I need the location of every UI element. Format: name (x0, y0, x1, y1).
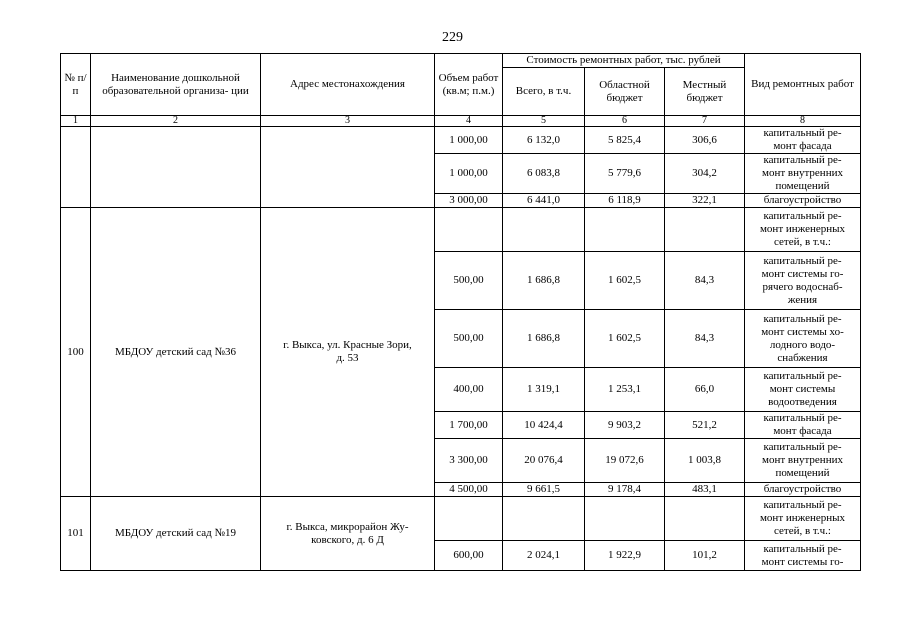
cell-total: 10 424,4 (503, 412, 585, 439)
cell-repair-type: капитальный ре- монт фасада (745, 412, 861, 439)
table-row (61, 208, 861, 252)
cell-volume: 1 700,00 (435, 412, 503, 439)
cell-volume: 400,00 (435, 368, 503, 412)
cell-organization-name: МБДОУ детский сад №19 (91, 497, 261, 571)
header-address: Адрес местонахождения (261, 54, 435, 116)
cell-volume: 600,00 (435, 541, 503, 571)
cell-volume (435, 208, 503, 252)
cell-repair-type: капитальный ре- монт инженерных сетей, в т.ч.: (745, 497, 861, 541)
cell-organization-name: МБДОУ детский сад №36 (91, 208, 261, 497)
table-row (61, 127, 861, 154)
cell-regional: 6 118,9 (585, 194, 665, 208)
cell-repair-type: благоустройство (745, 194, 861, 208)
cell-repair-type: капитальный ре- монт системы хо- лодного водо- снабжения (745, 310, 861, 368)
cell-regional (585, 497, 665, 541)
cell-number: 101 (61, 497, 91, 571)
cell-local (665, 497, 745, 541)
column-number: 3 (261, 116, 435, 127)
header-local-budget: Местный бюджет (665, 68, 745, 116)
cell-total: 2 024,1 (503, 541, 585, 571)
cell-local: 66,0 (665, 368, 745, 412)
cell-regional: 9 903,2 (585, 412, 665, 439)
cell-local: 521,2 (665, 412, 745, 439)
column-number: 2 (91, 116, 261, 127)
cell-repair-type: капитальный ре- монт системы го- рячего водоснаб- жения (745, 252, 861, 310)
cell-repair-type: благоустройство (745, 483, 861, 497)
table-row (61, 497, 861, 541)
cell-regional: 5 825,4 (585, 127, 665, 154)
cell-total (503, 208, 585, 252)
cell-organization-name (91, 127, 261, 208)
cell-volume: 3 000,00 (435, 194, 503, 208)
column-number: 6 (585, 116, 665, 127)
column-number: 8 (745, 116, 861, 127)
cell-volume (435, 497, 503, 541)
cell-volume: 4 500,00 (435, 483, 503, 497)
header-cost-group: Стоимость ремонтных работ, тыс. рублей (503, 54, 745, 68)
cell-total: 6 441,0 (503, 194, 585, 208)
header-repair-type: Вид ремонтных работ (745, 54, 861, 116)
column-number: 4 (435, 116, 503, 127)
cell-regional (585, 208, 665, 252)
header-total: Всего, в т.ч. (503, 68, 585, 116)
column-number: 5 (503, 116, 585, 127)
cell-regional: 1 922,9 (585, 541, 665, 571)
cell-total: 6 083,8 (503, 154, 585, 194)
cell-local: 101,2 (665, 541, 745, 571)
cell-regional: 5 779,6 (585, 154, 665, 194)
cell-local (665, 208, 745, 252)
cell-volume: 500,00 (435, 310, 503, 368)
cell-regional: 9 178,4 (585, 483, 665, 497)
cell-regional: 19 072,6 (585, 439, 665, 483)
column-number: 1 (61, 116, 91, 127)
header-number: № п/п (61, 54, 91, 116)
cell-total: 1 686,8 (503, 310, 585, 368)
header-regional-budget: Областной бюджет (585, 68, 665, 116)
cell-total: 9 661,5 (503, 483, 585, 497)
repair-costs-table (60, 53, 861, 571)
cell-local: 304,2 (665, 154, 745, 194)
page-number: 229 (442, 30, 463, 45)
cell-repair-type: капитальный ре- монт внутренних помещений (745, 154, 861, 194)
cell-local: 483,1 (665, 483, 745, 497)
header-organization-name: Наименование дошкольной образовательной организа- ции (91, 54, 261, 116)
cell-total: 1 319,1 (503, 368, 585, 412)
cell-local: 1 003,8 (665, 439, 745, 483)
cell-local: 306,6 (665, 127, 745, 154)
cell-total (503, 497, 585, 541)
cell-number (61, 127, 91, 208)
cell-address (261, 127, 435, 208)
cell-total: 20 076,4 (503, 439, 585, 483)
cell-total: 1 686,8 (503, 252, 585, 310)
cell-repair-type: капитальный ре- монт системы водоотведения (745, 368, 861, 412)
cell-address: г. Выкса, микрорайон Жу- ковского, д. 6 Д (261, 497, 435, 571)
cell-volume: 3 300,00 (435, 439, 503, 483)
cell-repair-type: капитальный ре- монт инженерных сетей, в т.ч.: (745, 208, 861, 252)
cell-number: 100 (61, 208, 91, 497)
cell-regional: 1 602,5 (585, 310, 665, 368)
cell-regional: 1 253,1 (585, 368, 665, 412)
cell-volume: 500,00 (435, 252, 503, 310)
cell-total: 6 132,0 (503, 127, 585, 154)
cell-address: г. Выкса, ул. Красные Зори, д. 53 (261, 208, 435, 497)
cell-repair-type: капитальный ре- монт внутренних помещений (745, 439, 861, 483)
cell-local: 84,3 (665, 252, 745, 310)
cell-local: 322,1 (665, 194, 745, 208)
cell-regional: 1 602,5 (585, 252, 665, 310)
cell-repair-type: капитальный ре- монт фасада (745, 127, 861, 154)
cell-local: 84,3 (665, 310, 745, 368)
header-volume: Объем работ (кв.м; п.м.) (435, 54, 503, 116)
cell-volume: 1 000,00 (435, 127, 503, 154)
column-number: 7 (665, 116, 745, 127)
cell-volume: 1 000,00 (435, 154, 503, 194)
cell-repair-type: капитальный ре- монт системы го- (745, 541, 861, 571)
